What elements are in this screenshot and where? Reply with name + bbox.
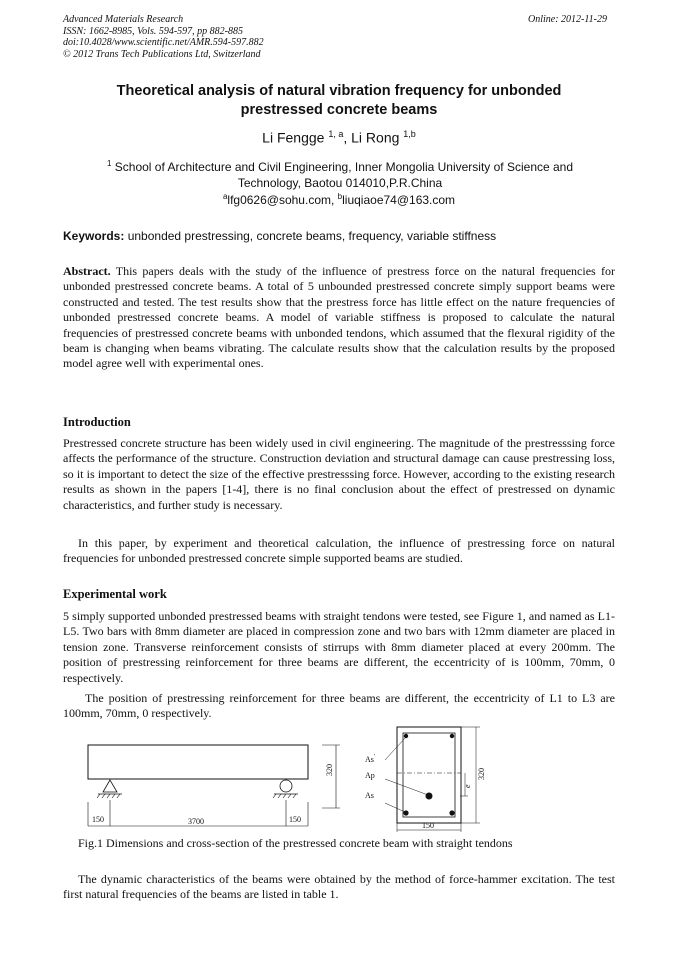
label-eccentricity: e xyxy=(463,784,472,788)
cross-section xyxy=(365,727,486,832)
as-leader xyxy=(385,803,405,812)
left-support-icon xyxy=(97,780,122,798)
copyright-line: © 2012 Trans Tech Publications Ltd, Switzerland xyxy=(63,48,261,60)
journal-name: Advanced Materials Research xyxy=(63,14,184,25)
prestressing-tendon xyxy=(426,793,433,800)
experimental-paragraph-1: 5 simply supported unbonded prestressed beams with straight tendons were tested, see Figure 1, and named as L1-L5. Two bars with 8mm diameter are placed in compression zone and two bars with 12mm diameter are placed in tension zone. Transverse reinforcement consists of stirrups with 8mm diameter placed at every 200mm. The position of prestressing reinforcement for three beams are different, the eccentricity of is 100mm, 70mm, 0 respectively. xyxy=(63,609,615,685)
author-2-name: Li Rong xyxy=(351,129,400,146)
introduction-paragraph-2: In this paper, by experiment and theoretical calculation, the influence of prestressing force on natural frequencies for unbonded prestressed concrete simple supported beams are studied. xyxy=(63,536,615,566)
keywords-text: unbonded prestressing, concrete beams, frequency, variable stiffness xyxy=(127,229,497,243)
ap-leader xyxy=(385,779,428,795)
paper-title xyxy=(63,82,615,120)
dim-height-label: 320 xyxy=(325,764,334,776)
keywords-label: Keywords: xyxy=(63,229,125,243)
affiliation-line-1: School of Architecture and Civil Engineering, Inner Mongolia University of Science and xyxy=(114,160,574,174)
label-as: As xyxy=(365,791,374,800)
abstract xyxy=(63,264,615,372)
author-2-sup: 1,b xyxy=(403,129,416,139)
bottom-bar-left xyxy=(403,810,408,815)
dim-span-label: 3700 xyxy=(188,817,204,826)
doi-line: doi:10.4028/www.scientific.net/AMR.594-597.882 xyxy=(63,37,264,48)
dim-section-height-label: 320 xyxy=(477,768,486,780)
experimental-heading: Experimental work xyxy=(63,587,167,601)
top-bar-left xyxy=(404,734,408,738)
top-bar-right xyxy=(450,734,454,738)
right-support-icon xyxy=(273,780,298,798)
email-b-sup: b xyxy=(337,192,343,201)
closing-paragraph: The dynamic characteristics of the beams were obtained by the method of force-hammer excitation. The test first natural frequencies of the beams are listed in table 1. xyxy=(63,872,615,902)
stirrup-outline xyxy=(403,733,455,817)
affiliation-sup: 1 xyxy=(106,159,112,168)
online-date: Online: 2012-11-29 xyxy=(528,14,607,25)
journal-header xyxy=(63,14,264,60)
dim-right-label: 150 xyxy=(289,815,301,824)
author-1-name: Li Fengge xyxy=(262,129,325,146)
email-a: lfg0626@sohu.com, xyxy=(227,193,335,207)
beam-elevation xyxy=(88,745,340,826)
label-as-top: As' xyxy=(365,754,375,764)
introduction-paragraph-1: Prestressed concrete structure has been widely used in civil engineering. The magnitude of the prestresssing force affects the performance of the structure. Construction deviation and structural damage can cause prestressing loss, so it is important to detect the size of the effective prestresssing force. However, according to the existing research results as shown in the papers [1-4], there is no final conclusion about the effect of prestressed on dynamic characteristics, and further study is necessary. xyxy=(63,436,615,512)
author-1-sup: 1, a xyxy=(328,129,344,139)
section-outline xyxy=(397,727,461,823)
figure-1 xyxy=(60,720,620,835)
affiliation xyxy=(80,156,600,191)
emails xyxy=(63,192,615,207)
issn-line: ISSN: 1662-8985, Vols. 594-597, pp 882-885 xyxy=(63,25,243,37)
introduction-heading: Introduction xyxy=(63,415,131,429)
beam-outline xyxy=(88,745,308,779)
email-b: liuqiaoe74@163.com xyxy=(342,193,456,207)
dim-left-label: 150 xyxy=(92,815,104,824)
bottom-bar-right xyxy=(449,810,454,815)
abstract-label: Abstract. xyxy=(63,264,111,278)
author-separator: , xyxy=(343,129,348,146)
affiliation-line-2: Technology, Baotou 014010,P.R.China xyxy=(237,176,443,190)
author-line xyxy=(63,129,615,146)
abstract-text: This papers deals with the study of the influence of prestress force on the natural frequencies for unbonded prestressed concrete beams. A total of 5 unbounded prestressed concrete simply support beams were constructed and tested. The test results show that the prestress force has little effect on the nature frequencies of unbonded prestressed concrete beams. A model of variable stiffness is proposed to calculate the natural frequencies of prestressed concrete beams with unbonded tendons, which assumed that the flexural rigidity of the beam is changing when beams vibrating. The calculate results show that the calculation results by the proposed model agree well with experimental ones. xyxy=(63,264,615,371)
label-ap: Ap xyxy=(365,771,375,780)
dim-section-width-label: 150 xyxy=(422,821,434,830)
email-a-sup: a xyxy=(222,192,228,201)
title-line-2: prestressed concrete beams xyxy=(240,102,438,118)
experimental-paragraph-2: The position of prestressing reinforcement for three beams are different, the eccentricity of L1 to L3 are 100mm, 70mm, 0 respectively. xyxy=(63,691,615,721)
title-line-1: Theoretical analysis of natural vibration frequency for unbonded xyxy=(116,83,562,99)
keywords xyxy=(63,229,615,243)
figure-caption: Fig.1 Dimensions and cross-section of the prestressed concrete beam with straight tendons xyxy=(78,836,513,850)
